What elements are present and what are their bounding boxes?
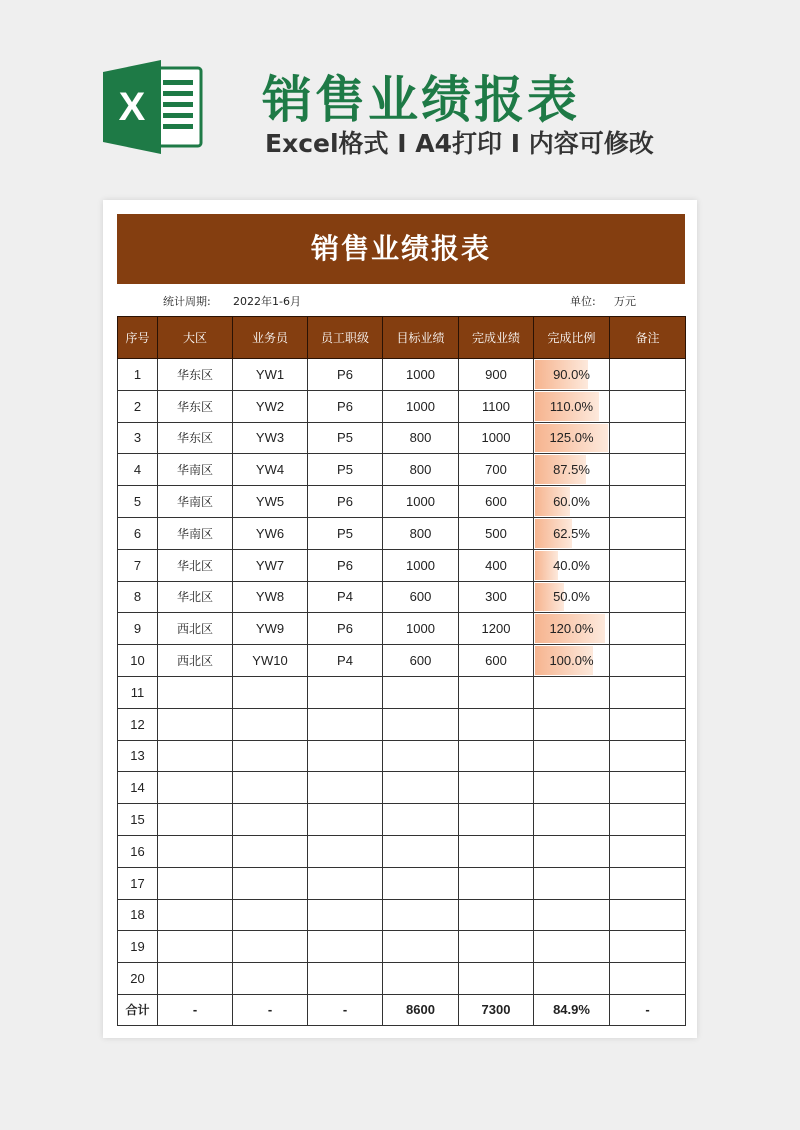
cell-note[interactable] (610, 645, 686, 677)
table-row (118, 835, 686, 867)
total-done[interactable]: 7300 (459, 994, 534, 1025)
cell-level[interactable] (308, 740, 383, 772)
cell-region[interactable] (158, 835, 233, 867)
cell-rep[interactable] (233, 931, 308, 963)
cell-region[interactable]: 华东区 (158, 359, 233, 391)
cell-note[interactable] (610, 931, 686, 963)
cell-no[interactable]: 12 (118, 708, 158, 740)
cell-level[interactable]: P6 (308, 359, 383, 391)
cell-target[interactable]: 1000 (383, 359, 459, 391)
cell-no[interactable]: 16 (118, 835, 158, 867)
cell-no[interactable]: 15 (118, 804, 158, 836)
cell-note[interactable] (610, 899, 686, 931)
table-row (118, 390, 686, 422)
cell-level[interactable] (308, 772, 383, 804)
cell-level[interactable] (308, 676, 383, 708)
total-ratio[interactable]: 84.9% (534, 994, 610, 1025)
cell-target[interactable] (383, 772, 459, 804)
cell-rep[interactable]: YW10 (233, 645, 308, 677)
cell-region[interactable]: 华南区 (158, 517, 233, 549)
column-header-region[interactable]: 大区 (158, 317, 233, 359)
cell-target[interactable]: 600 (383, 645, 459, 677)
cell-done[interactable] (459, 931, 534, 963)
page-header (0, 0, 800, 200)
cell-done[interactable] (459, 676, 534, 708)
table-row (118, 549, 686, 581)
cell-ratio[interactable] (534, 549, 610, 581)
column-header-done[interactable]: 完成业绩 (459, 317, 534, 359)
cell-rep[interactable]: YW7 (233, 549, 308, 581)
column-header-no[interactable]: 序号 (118, 317, 158, 359)
cell-region[interactable]: 西北区 (158, 645, 233, 677)
column-header-note[interactable]: 备注 (610, 317, 686, 359)
table-row (118, 359, 686, 391)
cell-target[interactable] (383, 931, 459, 963)
cell-ratio[interactable] (534, 613, 610, 645)
cell-ratio[interactable] (534, 486, 610, 518)
table-body (118, 359, 686, 995)
cell-no[interactable]: 14 (118, 772, 158, 804)
cell-ratio[interactable] (534, 899, 610, 931)
cell-done[interactable] (459, 740, 534, 772)
cell-note[interactable] (610, 613, 686, 645)
cell-note[interactable] (610, 390, 686, 422)
cell-done[interactable]: 300 (459, 581, 534, 613)
table-row (118, 740, 686, 772)
cell-rep[interactable] (233, 867, 308, 899)
cell-rep[interactable] (233, 740, 308, 772)
cell-note[interactable] (610, 708, 686, 740)
cell-region[interactable]: 华东区 (158, 390, 233, 422)
unit-value: 万元 (614, 295, 636, 308)
cell-done[interactable] (459, 899, 534, 931)
cell-ratio[interactable] (534, 931, 610, 963)
cell-rep[interactable] (233, 708, 308, 740)
document-paper (103, 200, 697, 1038)
cell-rep[interactable] (233, 963, 308, 995)
cell-done[interactable]: 600 (459, 486, 534, 518)
cell-region[interactable]: 华北区 (158, 549, 233, 581)
cell-note[interactable] (610, 772, 686, 804)
ratio-text: 120.0% (549, 621, 594, 637)
cell-no[interactable]: 3 (118, 422, 158, 454)
cell-target[interactable]: 800 (383, 422, 459, 454)
logo-letter: X (118, 85, 146, 129)
cell-level[interactable] (308, 867, 383, 899)
cell-region[interactable] (158, 740, 233, 772)
cell-region[interactable]: 华南区 (158, 486, 233, 518)
cell-target[interactable]: 800 (383, 454, 459, 486)
excel-logo-icon (103, 58, 203, 156)
total-level[interactable]: - (308, 994, 383, 1025)
table-row (118, 899, 686, 931)
unit-label: 单位: (570, 295, 596, 308)
cell-region[interactable]: 华南区 (158, 454, 233, 486)
cell-target[interactable] (383, 708, 459, 740)
cell-no[interactable]: 7 (118, 549, 158, 581)
cell-region[interactable] (158, 931, 233, 963)
ratio-text: 50.0% (553, 589, 590, 605)
cell-target[interactable]: 1000 (383, 613, 459, 645)
period-label: 统计周期: (163, 295, 211, 308)
cell-level[interactable] (308, 899, 383, 931)
cell-note[interactable] (610, 359, 686, 391)
cell-note[interactable] (610, 676, 686, 708)
cell-no[interactable]: 13 (118, 740, 158, 772)
cell-rep[interactable] (233, 772, 308, 804)
cell-rep[interactable]: YW5 (233, 486, 308, 518)
cell-note[interactable] (610, 454, 686, 486)
cell-no[interactable]: 19 (118, 931, 158, 963)
column-header-ratio[interactable]: 完成比例 (534, 317, 610, 359)
cell-note[interactable] (610, 740, 686, 772)
table-row (118, 613, 686, 645)
cell-region[interactable] (158, 899, 233, 931)
cell-ratio[interactable] (534, 772, 610, 804)
column-header-rep[interactable]: 业务员 (233, 317, 308, 359)
sheet-banner-title: 销售业绩报表 (117, 214, 685, 284)
table-row (118, 867, 686, 899)
ratio-text: 110.0% (549, 398, 594, 414)
ratio-text: 100.0% (549, 653, 594, 669)
cell-no[interactable]: 18 (118, 899, 158, 931)
cell-no[interactable]: 2 (118, 390, 158, 422)
cell-level[interactable]: P5 (308, 517, 383, 549)
table-row (118, 676, 686, 708)
cell-level[interactable]: P6 (308, 549, 383, 581)
cell-done[interactable]: 600 (459, 645, 534, 677)
cell-region[interactable]: 西北区 (158, 613, 233, 645)
cell-rep[interactable] (233, 899, 308, 931)
cell-no[interactable]: 20 (118, 963, 158, 995)
cell-rep[interactable] (233, 835, 308, 867)
cell-done[interactable] (459, 772, 534, 804)
table-row (118, 645, 686, 677)
cell-note[interactable] (610, 422, 686, 454)
cell-ratio[interactable] (534, 835, 610, 867)
sheet-meta-row (117, 284, 685, 316)
column-header-level[interactable]: 员工职级 (308, 317, 383, 359)
cell-no[interactable]: 1 (118, 359, 158, 391)
cell-target[interactable]: 1000 (383, 549, 459, 581)
cell-no[interactable]: 6 (118, 517, 158, 549)
cell-ratio[interactable] (534, 708, 610, 740)
cell-level[interactable]: P4 (308, 581, 383, 613)
page-title: 销售业绩报表 (262, 71, 580, 129)
cell-target[interactable]: 800 (383, 517, 459, 549)
total-label[interactable]: 合计 (118, 994, 158, 1025)
cell-done[interactable]: 400 (459, 549, 534, 581)
table-row (118, 772, 686, 804)
cell-ratio[interactable] (534, 740, 610, 772)
cell-done[interactable]: 1000 (459, 422, 534, 454)
cell-target[interactable]: 1000 (383, 390, 459, 422)
table-header-row (118, 317, 686, 359)
cell-target[interactable] (383, 899, 459, 931)
table-row (118, 422, 686, 454)
cell-rep[interactable] (233, 676, 308, 708)
ratio-text: 60.0% (553, 494, 590, 510)
cell-rep[interactable]: YW8 (233, 581, 308, 613)
cell-level[interactable] (308, 963, 383, 995)
table-row (118, 486, 686, 518)
cell-done[interactable]: 1200 (459, 613, 534, 645)
cell-rep[interactable]: YW1 (233, 359, 308, 391)
cell-target[interactable] (383, 676, 459, 708)
cell-no[interactable]: 4 (118, 454, 158, 486)
cell-ratio[interactable] (534, 390, 610, 422)
cell-target[interactable] (383, 867, 459, 899)
total-note[interactable]: - (610, 994, 686, 1025)
cell-done[interactable] (459, 867, 534, 899)
sales-table (117, 316, 686, 1026)
cell-level[interactable]: P4 (308, 645, 383, 677)
total-row (118, 994, 686, 1025)
cell-target[interactable]: 1000 (383, 486, 459, 518)
spreadsheet (117, 214, 685, 1026)
cell-target[interactable]: 600 (383, 581, 459, 613)
table-row (118, 804, 686, 836)
cell-done[interactable]: 1100 (459, 390, 534, 422)
cell-region[interactable] (158, 804, 233, 836)
ratio-text: 62.5% (553, 525, 590, 541)
cell-level[interactable]: P6 (308, 613, 383, 645)
cell-done[interactable]: 700 (459, 454, 534, 486)
table-row (118, 517, 686, 549)
cell-region[interactable] (158, 867, 233, 899)
cell-done[interactable]: 900 (459, 359, 534, 391)
cell-target[interactable] (383, 835, 459, 867)
cell-ratio[interactable] (534, 867, 610, 899)
cell-done[interactable] (459, 804, 534, 836)
table-row (118, 963, 686, 995)
cell-ratio[interactable] (534, 422, 610, 454)
cell-no[interactable]: 8 (118, 581, 158, 613)
period-value: 2022年1-6月 (233, 295, 301, 308)
cell-level[interactable] (308, 708, 383, 740)
cell-level[interactable]: P6 (308, 486, 383, 518)
cell-note[interactable] (610, 581, 686, 613)
cell-done[interactable] (459, 708, 534, 740)
column-header-target[interactable]: 目标业绩 (383, 317, 459, 359)
cell-no[interactable]: 11 (118, 676, 158, 708)
cell-note[interactable] (610, 867, 686, 899)
cell-note[interactable] (610, 804, 686, 836)
cell-rep[interactable] (233, 804, 308, 836)
total-region[interactable]: - (158, 994, 233, 1025)
cell-note[interactable] (610, 963, 686, 995)
cell-level[interactable]: P6 (308, 390, 383, 422)
cell-ratio[interactable] (534, 963, 610, 995)
total-target[interactable]: 8600 (383, 994, 459, 1025)
table-row (118, 454, 686, 486)
cell-done[interactable] (459, 963, 534, 995)
cell-region[interactable] (158, 708, 233, 740)
cell-note[interactable] (610, 835, 686, 867)
cell-level[interactable]: P5 (308, 422, 383, 454)
page-subtitle: Excel格式 I A4打印 I 内容可修改 (265, 129, 654, 158)
cell-ratio[interactable] (534, 676, 610, 708)
table-row (118, 708, 686, 740)
cell-no[interactable]: 10 (118, 645, 158, 677)
cell-region[interactable]: 华北区 (158, 581, 233, 613)
total-rep[interactable]: - (233, 994, 308, 1025)
cell-level[interactable] (308, 835, 383, 867)
cell-no[interactable]: 5 (118, 486, 158, 518)
cell-ratio[interactable] (534, 359, 610, 391)
cell-rep[interactable]: YW4 (233, 454, 308, 486)
ratio-text: 125.0% (549, 430, 594, 446)
cell-ratio[interactable] (534, 804, 610, 836)
cell-ratio[interactable] (534, 454, 610, 486)
cell-level[interactable] (308, 804, 383, 836)
cell-done[interactable]: 500 (459, 517, 534, 549)
ratio-text: 90.0% (553, 366, 590, 382)
cell-note[interactable] (610, 517, 686, 549)
cell-region[interactable] (158, 676, 233, 708)
cell-ratio[interactable] (534, 581, 610, 613)
cell-target[interactable] (383, 963, 459, 995)
cell-ratio[interactable] (534, 645, 610, 677)
cell-done[interactable] (459, 835, 534, 867)
cell-rep[interactable]: YW9 (233, 613, 308, 645)
cell-ratio[interactable] (534, 517, 610, 549)
cell-rep[interactable]: YW6 (233, 517, 308, 549)
ratio-text: 40.0% (553, 557, 590, 573)
cell-no[interactable]: 9 (118, 613, 158, 645)
cell-region[interactable]: 华东区 (158, 422, 233, 454)
cell-level[interactable]: P5 (308, 454, 383, 486)
cell-no[interactable]: 17 (118, 867, 158, 899)
cell-note[interactable] (610, 549, 686, 581)
cell-target[interactable] (383, 740, 459, 772)
cell-region[interactable] (158, 772, 233, 804)
cell-level[interactable] (308, 931, 383, 963)
table-row (118, 581, 686, 613)
cell-note[interactable] (610, 486, 686, 518)
cell-region[interactable] (158, 963, 233, 995)
cell-rep[interactable]: YW2 (233, 390, 308, 422)
cell-target[interactable] (383, 804, 459, 836)
table-row (118, 931, 686, 963)
ratio-text: 87.5% (553, 462, 590, 478)
cell-rep[interactable]: YW3 (233, 422, 308, 454)
